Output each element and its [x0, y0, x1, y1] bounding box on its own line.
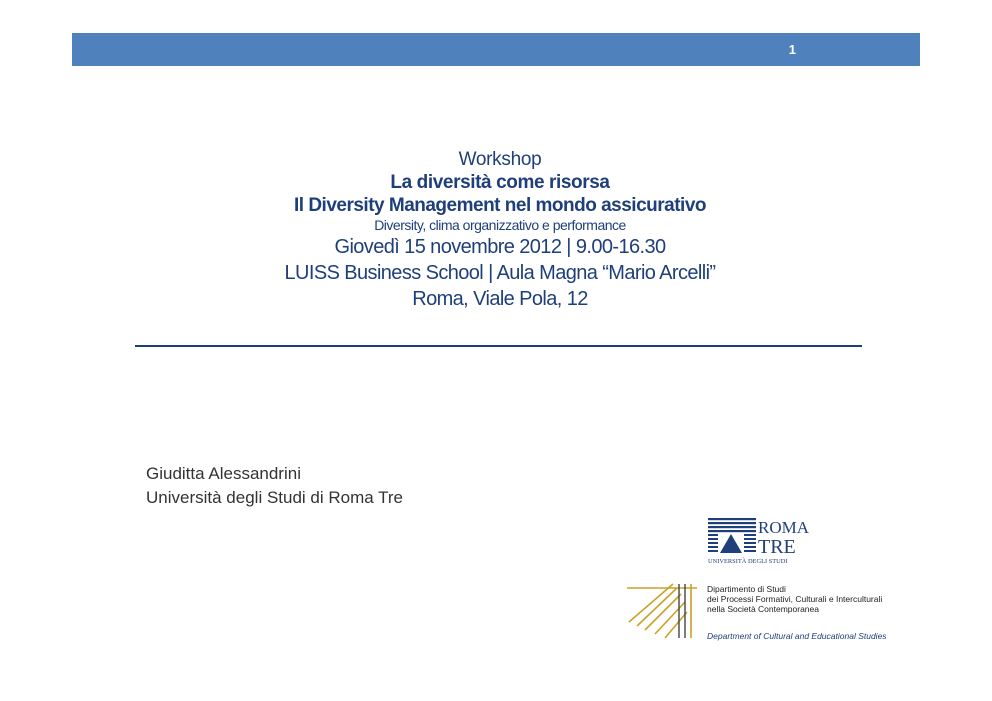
workshop-address: Roma, Viale Pola, 12 — [412, 288, 588, 310]
department-logo — [627, 578, 927, 640]
workshop-topics: Diversity, clima organizzativo e performance — [374, 217, 626, 233]
logo-subtitle: UNIVERSITÀ DEGLI STUDI — [708, 558, 788, 565]
page-number: 1 — [788, 42, 796, 57]
department-name-english: Department of Cultural and Educational Studies — [707, 631, 887, 641]
department-name: Dipartimento di Studi dei Processi Formativi, Culturali e Interculturali nella Società Contemporanea — [707, 584, 883, 614]
header-bar — [72, 33, 920, 66]
workshop-title: La diversità come risorsa — [390, 172, 610, 193]
roma-tre-logo — [706, 516, 821, 566]
author-block — [146, 462, 403, 510]
author-name: Giuditta Alessandrini — [146, 464, 301, 483]
title-block — [130, 148, 870, 312]
title-divider — [135, 345, 862, 347]
workshop-subtitle: Il Diversity Management nel mondo assicurativo — [293, 195, 706, 216]
logo-word-tre: TRE — [758, 536, 796, 558]
workshop-venue: LUISS Business School | Aula Magna “Mario Arcelli” — [284, 262, 716, 284]
logo-word-roma: ROMA — [758, 518, 810, 537]
workshop-date: Giovedì 15 novembre 2012 | 9.00-16.30 — [334, 236, 666, 258]
author-affiliation: Università degli Studi di Roma Tre — [146, 488, 404, 507]
department-emblem-icon — [627, 578, 705, 640]
workshop-label: Workshop — [458, 149, 542, 170]
